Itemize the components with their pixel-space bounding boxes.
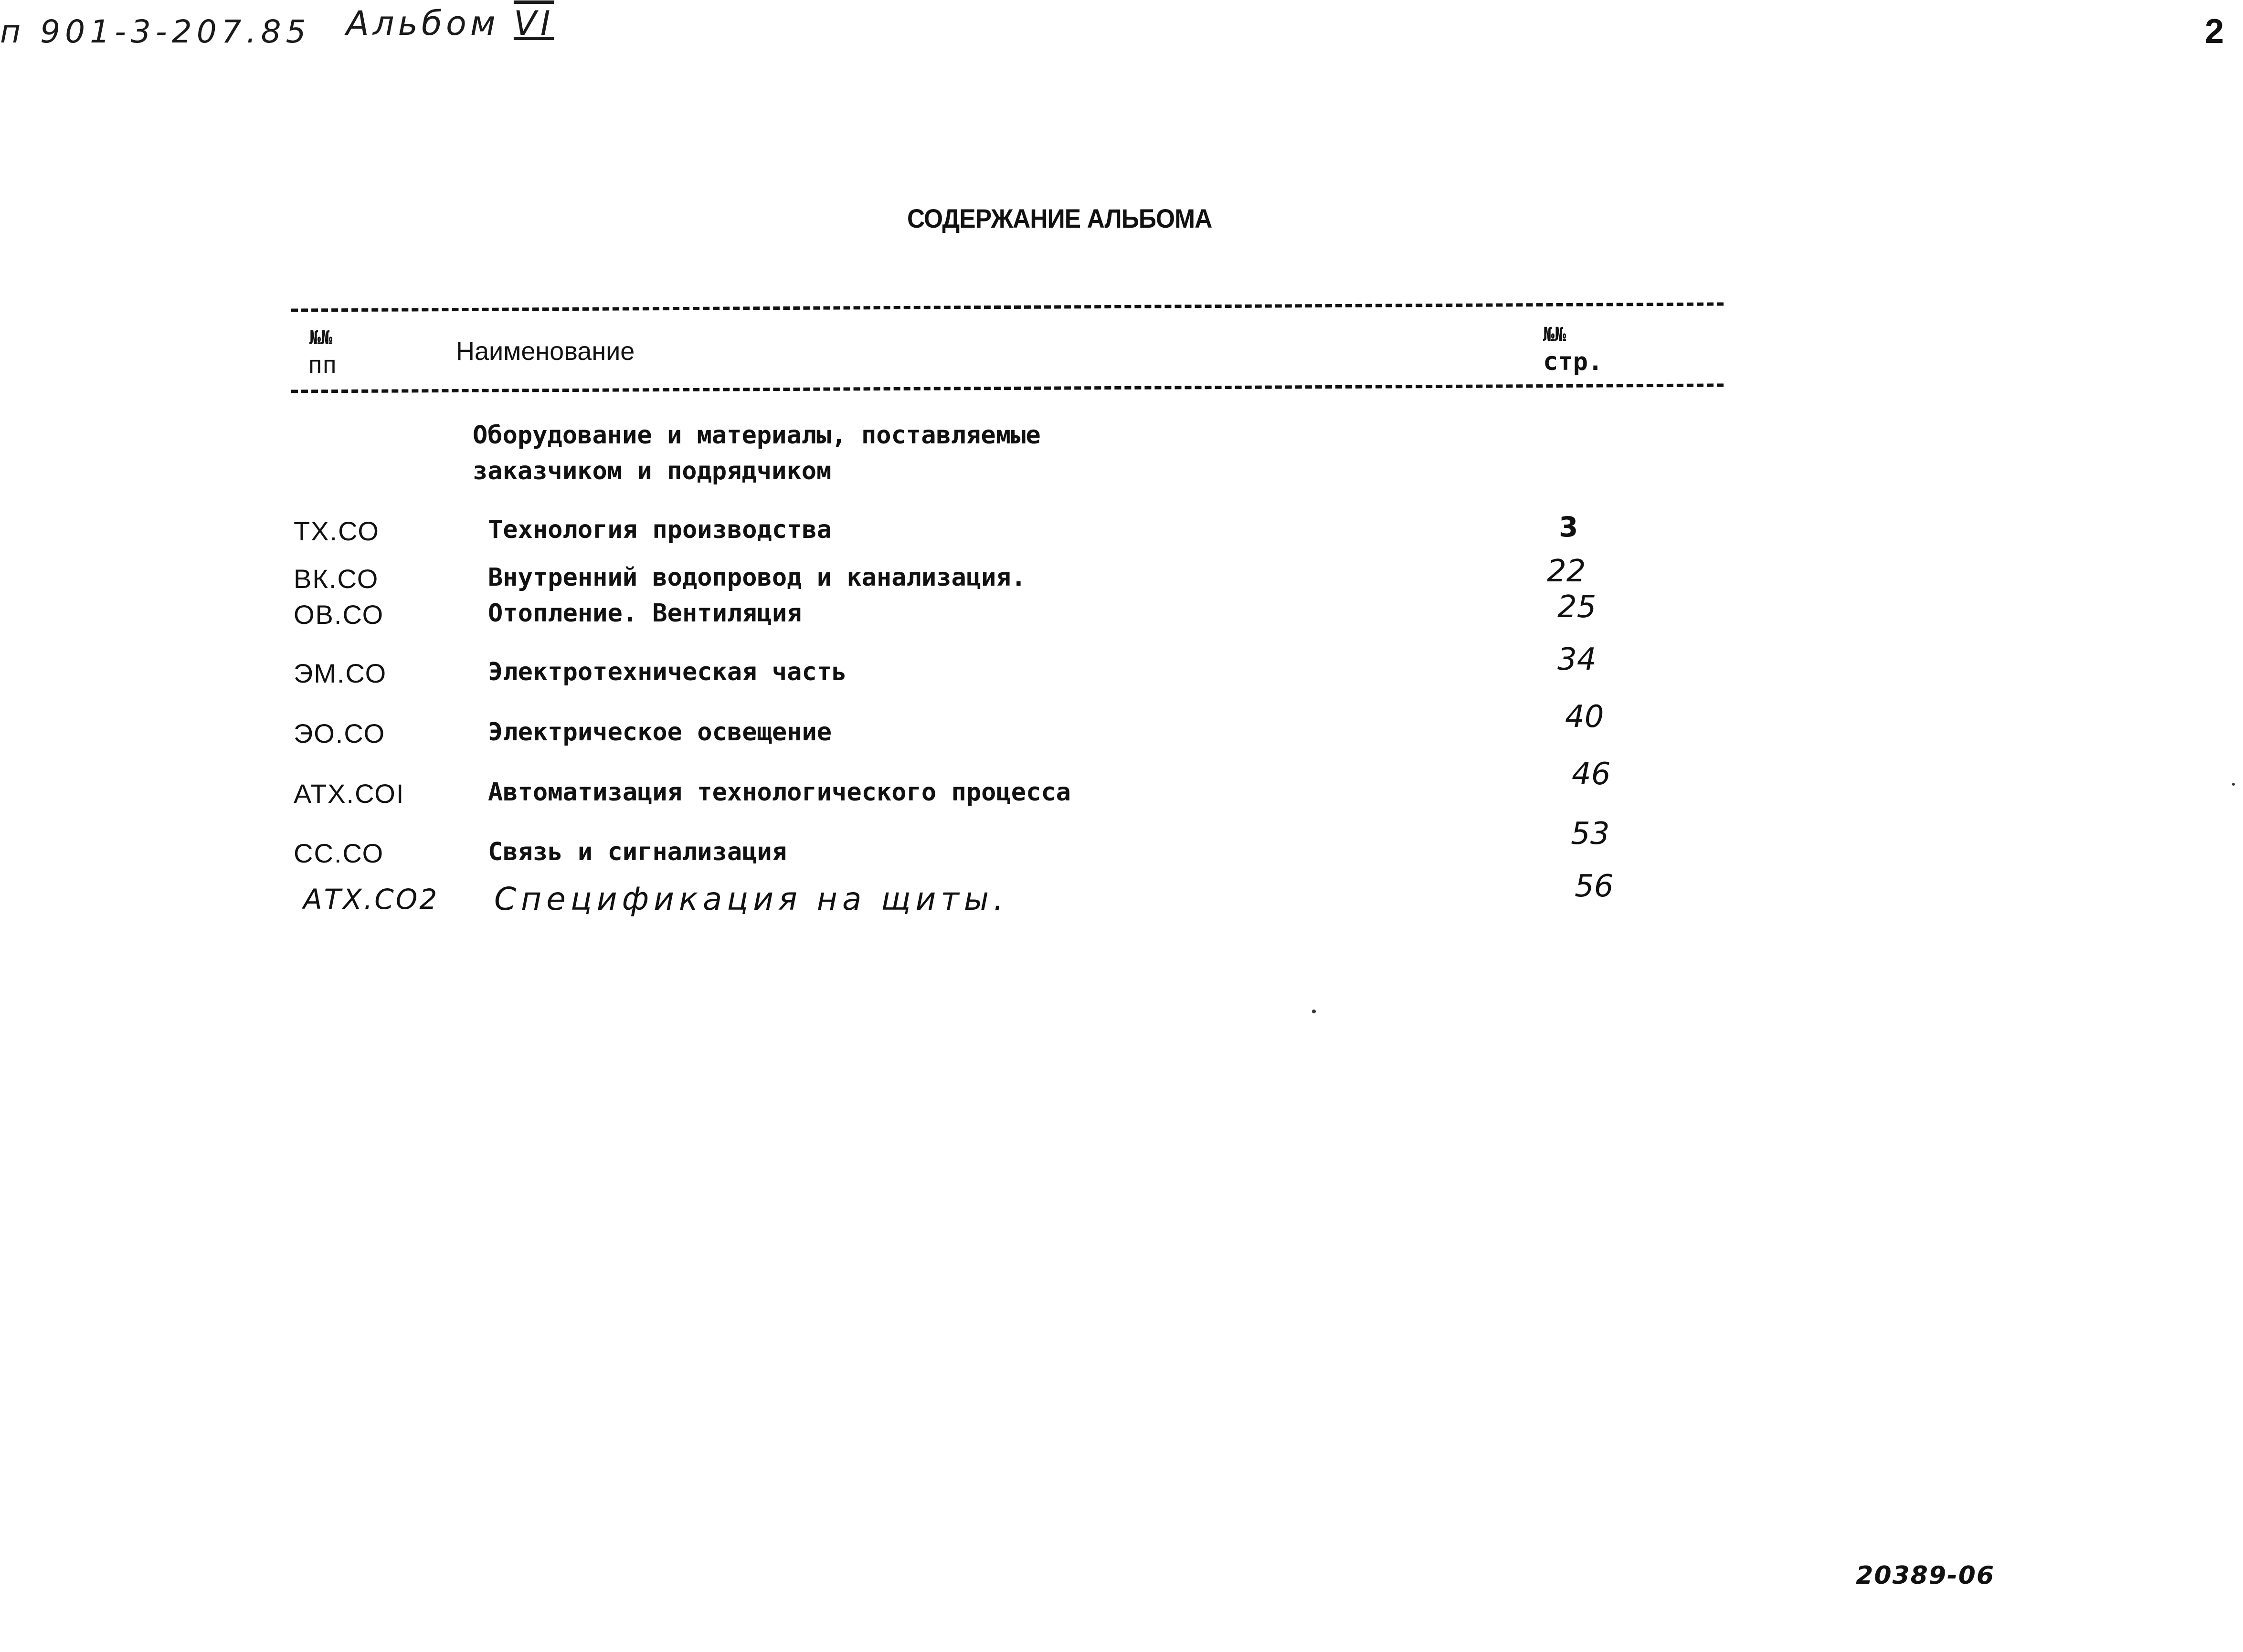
page-number: 2	[2204, 12, 2224, 51]
row-page: 34	[1557, 642, 1597, 677]
row-name: Отопление. Вентиляция	[488, 599, 802, 628]
row-code: ТХ.СО	[294, 516, 380, 546]
document-code: п 901-3-207.85	[0, 13, 311, 50]
row-name-handwritten: Спецификация на щиты.	[494, 881, 1008, 917]
album-label	[346, 4, 554, 43]
page-title: СОДЕРЖАНИЕ АЛЬБОМА	[907, 203, 1212, 233]
row-name: Связь и сигнализация	[488, 838, 787, 866]
row-name: Электрическое освещение	[488, 718, 832, 747]
header-name: Наименование	[456, 337, 635, 366]
row-name: Внутренний водопровод и канализация.	[488, 563, 1026, 592]
scan-speck	[1312, 1010, 1316, 1013]
row-page: 22	[1547, 554, 1586, 589]
table-top-dashed-rule	[291, 302, 1724, 312]
row-code: СС.СО	[294, 838, 384, 868]
table-header-dashed-rule	[291, 383, 1724, 393]
section-heading-line-1: Оборудование и материалы, поставляемые	[473, 421, 1041, 450]
row-name: Автоматизация технологического процесса	[488, 778, 1071, 807]
row-page: 46	[1572, 757, 1611, 792]
row-page: 53	[1571, 816, 1610, 852]
row-code: ОВ.СО	[294, 600, 384, 630]
row-page: 40	[1565, 699, 1604, 735]
row-name: Электротехническая часть	[488, 658, 847, 686]
row-code-handwritten: АТХ.СО2	[303, 883, 439, 915]
row-page: 56	[1575, 869, 1614, 904]
header-page-sub: стр.	[1543, 347, 1603, 376]
album-number: VI	[513, 4, 554, 43]
header-number-sub: пп	[308, 351, 337, 379]
row-page: 25	[1557, 589, 1597, 625]
archive-stamp: 20389-06	[1856, 1561, 1995, 1590]
row-name: Технология производства	[488, 516, 832, 544]
row-code: ВК.СО	[294, 564, 379, 594]
header-number-sign: №№	[309, 327, 333, 349]
row-code: ЭО.СО	[294, 718, 386, 748]
section-heading-line-2: заказчиком и подрядчиком	[473, 457, 832, 485]
scan-speck	[2232, 783, 2235, 786]
row-code: ЭМ.СО	[294, 658, 387, 688]
header-page-sign: №№	[1543, 324, 1566, 346]
row-code: АТХ.СОI	[294, 779, 405, 809]
album-word: Альбом	[346, 4, 499, 43]
row-page: 3	[1559, 511, 1578, 543]
